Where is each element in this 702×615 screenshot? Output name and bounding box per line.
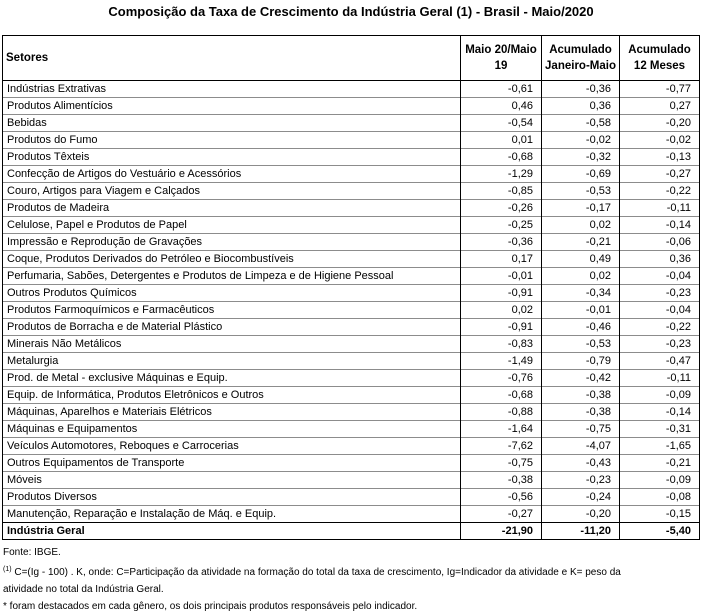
row-sector: Minerais Não Metálicos — [3, 336, 461, 353]
row-sector: Perfumaria, Sabões, Detergentes e Produtos de Limpeza e de Higiene Pessoal — [3, 268, 461, 285]
row-accum-value: -0,20 — [542, 506, 620, 523]
table-row — [3, 217, 700, 234]
table-row — [3, 149, 700, 166]
asterisk-note: * foram destacados em cada gênero, os dois principais produtos responsáveis pelo indicador. — [3, 601, 418, 612]
row-month-value: -0,61 — [461, 81, 542, 98]
table-row — [3, 319, 700, 336]
row-accum-value: -0,32 — [542, 149, 620, 166]
table-row — [3, 81, 700, 98]
row-accum-value: -0,43 — [542, 455, 620, 472]
row-sector: Produtos Têxteis — [3, 149, 461, 166]
row-month-value: -0,91 — [461, 285, 542, 302]
row-sector: Coque, Produtos Derivados do Petróleo e Biocombustíveis — [3, 251, 461, 268]
row-12m-value: -0,06 — [620, 234, 700, 251]
row-month-value: -0,85 — [461, 183, 542, 200]
row-12m-value: 0,27 — [620, 98, 700, 115]
row-month-value: -0,68 — [461, 387, 542, 404]
row-12m-value: -0,22 — [620, 319, 700, 336]
table-row — [3, 234, 700, 251]
row-accum-value: -0,36 — [542, 81, 620, 98]
row-month-value: -0,27 — [461, 506, 542, 523]
row-accum-value: 0,02 — [542, 217, 620, 234]
row-12m-value: -0,23 — [620, 336, 700, 353]
row-accum-value: -0,38 — [542, 404, 620, 421]
row-sector: Celulose, Papel e Produtos de Papel — [3, 217, 461, 234]
row-accum-value: -0,42 — [542, 370, 620, 387]
table-row — [3, 268, 700, 285]
total-sector: Indústria Geral — [3, 523, 461, 540]
row-sector: Produtos Diversos — [3, 489, 461, 506]
row-accum-value: -0,69 — [542, 166, 620, 183]
header-row — [3, 36, 700, 81]
row-12m-value: -0,31 — [620, 421, 700, 438]
row-sector: Prod. de Metal - exclusive Máquinas e Equip. — [3, 370, 461, 387]
table-row — [3, 302, 700, 319]
growth-composition-table — [2, 35, 700, 540]
row-12m-value: -0,14 — [620, 217, 700, 234]
row-accum-value: -0,53 — [542, 183, 620, 200]
row-sector: Produtos de Borracha e de Material Plástico — [3, 319, 461, 336]
row-sector: Móveis — [3, 472, 461, 489]
row-12m-value: -0,14 — [620, 404, 700, 421]
table-row — [3, 98, 700, 115]
table-row — [3, 336, 700, 353]
row-sector: Manutenção, Reparação e Instalação de Máq. e Equip. — [3, 506, 461, 523]
row-sector: Outros Produtos Químicos — [3, 285, 461, 302]
formula-note-continued: atividade no total da Indústria Geral. — [3, 584, 164, 595]
row-month-value: -0,88 — [461, 404, 542, 421]
table-row — [3, 387, 700, 404]
table-row — [3, 183, 700, 200]
table-row — [3, 115, 700, 132]
row-accum-value: -0,46 — [542, 319, 620, 336]
footnotes — [3, 544, 702, 615]
row-12m-value: -0,23 — [620, 285, 700, 302]
row-sector: Bebidas — [3, 115, 461, 132]
table-row — [3, 166, 700, 183]
row-sector: Máquinas e Equipamentos — [3, 421, 461, 438]
row-sector: Veículos Automotores, Reboques e Carrocerias — [3, 438, 461, 455]
row-12m-value: -0,02 — [620, 132, 700, 149]
row-12m-value: -0,09 — [620, 472, 700, 489]
row-sector: Couro, Artigos para Viagem e Calçados — [3, 183, 461, 200]
row-accum-value: -0,21 — [542, 234, 620, 251]
row-month-value: 0,17 — [461, 251, 542, 268]
row-accum-value: -0,38 — [542, 387, 620, 404]
row-12m-value: -0,47 — [620, 353, 700, 370]
row-12m-value: -0,04 — [620, 302, 700, 319]
row-accum-value: -0,01 — [542, 302, 620, 319]
total-row — [3, 523, 700, 540]
row-accum-value: -0,34 — [542, 285, 620, 302]
row-12m-value: -0,27 — [620, 166, 700, 183]
table-row — [3, 421, 700, 438]
row-sector: Metalurgia — [3, 353, 461, 370]
row-month-value: -0,26 — [461, 200, 542, 217]
row-sector: Impressão e Reprodução de Gravações — [3, 234, 461, 251]
table-title: Composição da Taxa de Crescimento da Indústria Geral (1) - Brasil - Maio/2020 — [108, 4, 594, 19]
row-month-value: -0,83 — [461, 336, 542, 353]
row-sector: Produtos do Fumo — [3, 132, 461, 149]
row-12m-value: -0,11 — [620, 200, 700, 217]
table-row — [3, 438, 700, 455]
row-accum-value: 0,49 — [542, 251, 620, 268]
row-accum-value: -0,75 — [542, 421, 620, 438]
table-row — [3, 370, 700, 387]
row-12m-value: -0,77 — [620, 81, 700, 98]
total-accum-value: -11,20 — [542, 523, 620, 540]
row-12m-value: -0,13 — [620, 149, 700, 166]
formula-note: $^{(1)}$ C=(Ig - 100) . K, onde: C=Participação da atividade na formação do total da taxa de crescimento, Ig=Indicador da atividade e K= peso da — [3, 566, 621, 578]
row-month-value: -0,91 — [461, 319, 542, 336]
row-12m-value: -0,04 — [620, 268, 700, 285]
row-month-value: -1,64 — [461, 421, 542, 438]
row-12m-value: -0,11 — [620, 370, 700, 387]
total-month-value: -21,90 — [461, 523, 542, 540]
row-month-value: -0,68 — [461, 149, 542, 166]
row-month-value: -7,62 — [461, 438, 542, 455]
row-accum-value: 0,02 — [542, 268, 620, 285]
row-month-value: 0,02 — [461, 302, 542, 319]
total-12m-value: -5,40 — [620, 523, 700, 540]
row-12m-value: -0,21 — [620, 455, 700, 472]
row-accum-value: -0,79 — [542, 353, 620, 370]
row-month-value: -0,76 — [461, 370, 542, 387]
row-12m-value: -0,20 — [620, 115, 700, 132]
table-row — [3, 353, 700, 370]
row-accum-value: -0,17 — [542, 200, 620, 217]
row-sector: Equip. de Informática, Produtos Eletrônicos e Outros — [3, 387, 461, 404]
row-sector: Confecção de Artigos do Vestuário e Acessórios — [3, 166, 461, 183]
row-sector: Máquinas, Aparelhos e Materiais Elétricos — [3, 404, 461, 421]
row-accum-value: -4,07 — [542, 438, 620, 455]
row-month-value: -0,36 — [461, 234, 542, 251]
header-accum-12-months: Acumulado 12 Meses — [620, 36, 700, 81]
row-accum-value: -0,53 — [542, 336, 620, 353]
row-month-value: -1,49 — [461, 353, 542, 370]
table-row — [3, 132, 700, 149]
row-sector: Produtos Farmoquímicos e Farmacêuticos — [3, 302, 461, 319]
table-row — [3, 251, 700, 268]
table-row — [3, 404, 700, 421]
table-row — [3, 285, 700, 302]
row-month-value: -0,54 — [461, 115, 542, 132]
header-sector: Setores — [3, 36, 461, 81]
row-sector: Produtos de Madeira — [3, 200, 461, 217]
table-row — [3, 455, 700, 472]
table-row — [3, 200, 700, 217]
row-sector: Outros Equipamentos de Transporte — [3, 455, 461, 472]
row-month-value: -0,38 — [461, 472, 542, 489]
table-row — [3, 506, 700, 523]
row-sector: Produtos Alimentícios — [3, 98, 461, 115]
row-sector: Indústrias Extrativas — [3, 81, 461, 98]
row-12m-value: -0,09 — [620, 387, 700, 404]
table-row — [3, 472, 700, 489]
row-accum-value: -0,23 — [542, 472, 620, 489]
row-12m-value: -1,65 — [620, 438, 700, 455]
row-accum-value: -0,02 — [542, 132, 620, 149]
row-12m-value: -0,08 — [620, 489, 700, 506]
table-row — [3, 489, 700, 506]
row-accum-value: 0,36 — [542, 98, 620, 115]
row-month-value: -0,56 — [461, 489, 542, 506]
row-12m-value: 0,36 — [620, 251, 700, 268]
row-accum-value: -0,58 — [542, 115, 620, 132]
row-12m-value: -0,22 — [620, 183, 700, 200]
row-month-value: -0,75 — [461, 455, 542, 472]
row-month-value: 0,46 — [461, 98, 542, 115]
header-month-vs-year: Maio 20/Maio 19 — [461, 36, 542, 81]
source-note: Fonte: IBGE. — [3, 547, 61, 558]
row-month-value: 0,01 — [461, 132, 542, 149]
header-accum-jan-may: Acumulado Janeiro-Maio — [542, 36, 620, 81]
row-month-value: -0,25 — [461, 217, 542, 234]
row-month-value: -0,01 — [461, 268, 542, 285]
row-month-value: -1,29 — [461, 166, 542, 183]
row-12m-value: -0,15 — [620, 506, 700, 523]
row-accum-value: -0,24 — [542, 489, 620, 506]
